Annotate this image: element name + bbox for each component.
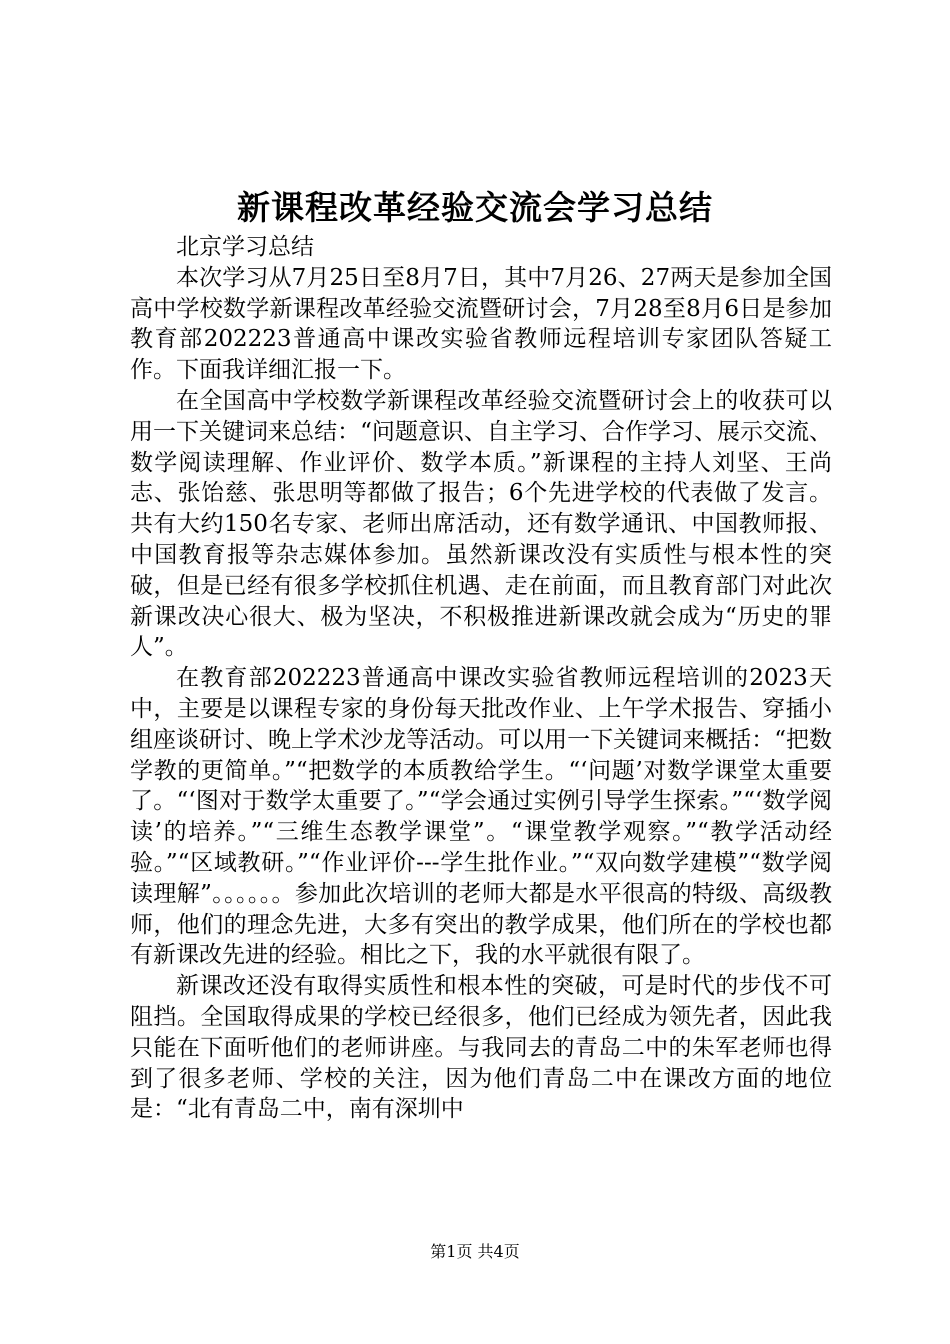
paragraph: 在教育部202223普通高中课改实验省教师远程培训的2023天中，主要是以课程专家的身份每天批改作业、上午学术报告、穿插小组座谈研讨、晚上学术沙龙等活动。可以用一下关键词来概括：“把数学教的更简单。”“把数学的本质教给学生。“‘问题’对数学课堂太重要了。“‘图对于数学太重要了。”“学会通过实例引导学生探索。”“‘数学阅读’的培养。”“三维生态教学课堂”。“课堂教学观察。”“教学活动经验。”“区域教研。”“作业评价---学生批作业。”“双向数学建模”“数学阅读理解”。。。。。。参加此次培训的老师大都是水平很高的特级、高级教师，他们的理念先进，大多有突出的教学成果，他们所在的学校也都有新课改先进的经验。相比之下，我的水平就很有限了。 bbox=[130, 665, 832, 969]
paragraph-subtitle: 北京学习总结 bbox=[176, 234, 314, 260]
paragraph: 新课改还没有取得实质性和根本性的突破，可是时代的步伐不可阻挡。全国取得成果的学校已经很多，他们已经成为领先者，因此我只能在下面听他们的老师讲座。与我同去的青岛二中的朱军老师也得到了很多老师、学校的关注，因为他们青岛二中在课改方面的地位是：“北有青岛二中，南有深圳中 bbox=[130, 973, 832, 1123]
paragraph: 本次学习从7月25日至8月7日，其中7月26、27两天是参加全国高中学校数学新课程改革经验交流暨研讨会，7月28至8月6日是参加教育部202223普通高中课改实验省教师远程培训专家团队答疑工作。下面我详细汇报一下。 bbox=[130, 264, 832, 384]
paragraph: 在全国高中学校数学新课程改革经验交流暨研讨会上的收获可以用一下关键词来总结：“问题意识、自主学习、合作学习、展示交流、数学阅读理解、作业评价、数学本质。”新课程的主持人刘坚、王尚志、张饴慈、张思明等都做了报告；6个先进学校的代表做了发言。共有大约150名专家、老师出席活动，还有数学通讯、中国教师报、中国教育报等杂志媒体参加。虽然新课改没有实质性与根本性的突破，但是已经有很多学校抓住机遇、走在前面，而且教育部门对此次新课改决心很大、极为坚决，不积极推进新课改就会成为“历史的罪人”。 bbox=[130, 387, 832, 661]
document-title: 新课程改革经验交流会学习总结 bbox=[237, 188, 713, 227]
page-footer bbox=[0, 1241, 950, 1263]
document-body bbox=[130, 232, 832, 1125]
page-number-indicator: 第1页 共4页 bbox=[430, 1242, 520, 1261]
